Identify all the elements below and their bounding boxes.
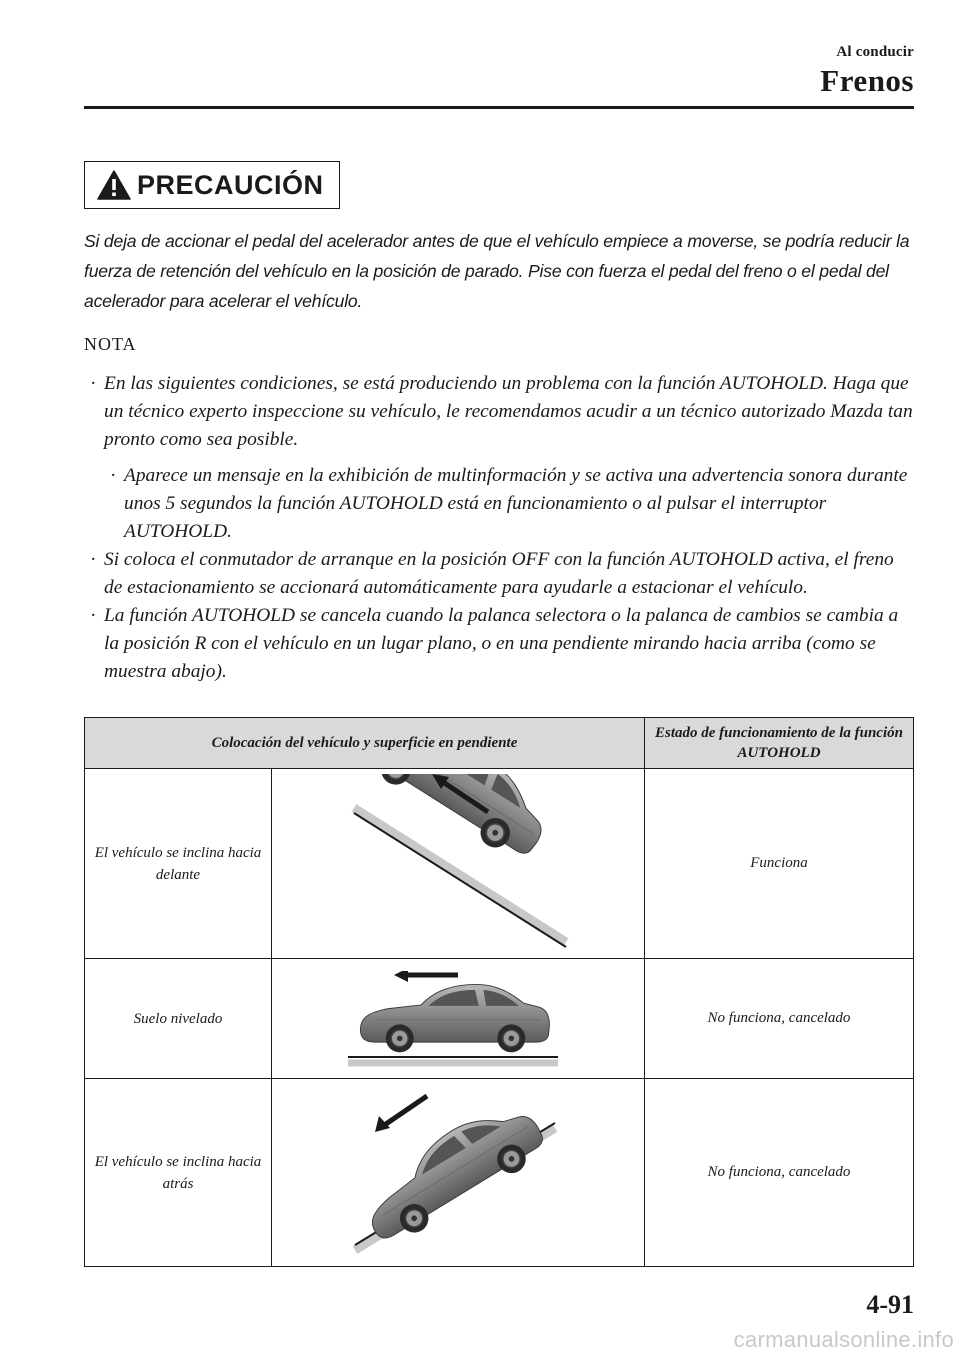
- caution-text: Si deja de accionar el pedal del acelerador antes de que el vehículo empiece a moverse, se podría reducir la fuerza de retención del vehículo en la posición de parado. Pise con fuerza el pedal del freno o el pedal del acelerador para acelerar el vehículo.: [84, 231, 910, 311]
- table-header-row: [85, 718, 914, 769]
- car-tilted-backward-icon: [343, 1088, 573, 1258]
- page-number: 4-91: [866, 1290, 914, 1319]
- bullet-dot: ·: [110, 465, 117, 486]
- car-level-ground-icon: [348, 971, 568, 1067]
- row-position: El vehículo se inclina hacia delante: [85, 769, 272, 959]
- note-bullet: [84, 370, 914, 454]
- bullet-dot: ·: [90, 549, 97, 570]
- note-sub-bullet: [84, 462, 914, 546]
- row-position: El vehículo se inclina hacia atrás: [85, 1079, 272, 1267]
- car-tilted-forward-icon: [338, 774, 578, 954]
- header-rule: [84, 106, 914, 109]
- page-header: [820, 44, 914, 99]
- table-row: [85, 1079, 914, 1267]
- row-position: Suelo nivelado: [85, 959, 272, 1079]
- row-state: No funciona, cancelado: [645, 959, 914, 1079]
- note-bullet: [84, 546, 914, 602]
- chapter-title: Frenos: [820, 63, 914, 98]
- bullet-text: Si coloca el conmutador de arranque en la posición OFF con la función AUTOHOLD activa, el freno de estacionamiento se accionará automáticamente para ayudarle a estacionar el vehículo.: [104, 549, 894, 598]
- note-bullet: [84, 602, 914, 686]
- bullet-text: Aparece un mensaje en la exhibición de multinformación y se activa una advertencia sonora durante unos 5 segundos la función AUTOHOLD está en funcionamiento o al pulsar el interruptor AUTOHOLD.: [124, 465, 908, 542]
- table-header-state: Estado de funcionamiento de la función AUTOHOLD: [645, 718, 914, 769]
- table-row: [85, 959, 914, 1079]
- row-illustration: [272, 959, 645, 1079]
- row-state: Funciona: [645, 769, 914, 959]
- bullet-dot: ·: [90, 605, 97, 626]
- table-header-position: Colocación del vehículo y superficie en pendiente: [85, 718, 645, 769]
- section-title: Al conducir: [836, 44, 914, 60]
- note-title: NOTA: [84, 334, 137, 354]
- row-state: No funciona, cancelado: [645, 1079, 914, 1267]
- bullet-text: En las siguientes condiciones, se está produciendo un problema con la función AUTOHOLD. Haga que un técnico experto inspeccione su vehículo, le recomendamos acudir a un técnico autorizado Mazda tan pronto como sea posible.: [104, 373, 913, 450]
- table-row: [85, 769, 914, 959]
- note-bullets: [84, 370, 914, 686]
- caution-box: [84, 161, 340, 209]
- caution-title: PRECAUCIÓN: [137, 169, 324, 200]
- watermark: carmanualsonline.info: [733, 1327, 954, 1352]
- warning-triangle-icon: [97, 170, 131, 200]
- bullet-text: La función AUTOHOLD se cancela cuando la palanca selectora o la palanca de cambios se cambia a la posición R con el vehículo en un lugar plano, o en una pendiente mirando hacia arriba (como se muestra abajo).: [104, 605, 899, 682]
- row-illustration: [272, 769, 645, 959]
- autohold-table: [84, 717, 914, 1267]
- row-illustration: [272, 1079, 645, 1267]
- bullet-dot: ·: [90, 373, 97, 394]
